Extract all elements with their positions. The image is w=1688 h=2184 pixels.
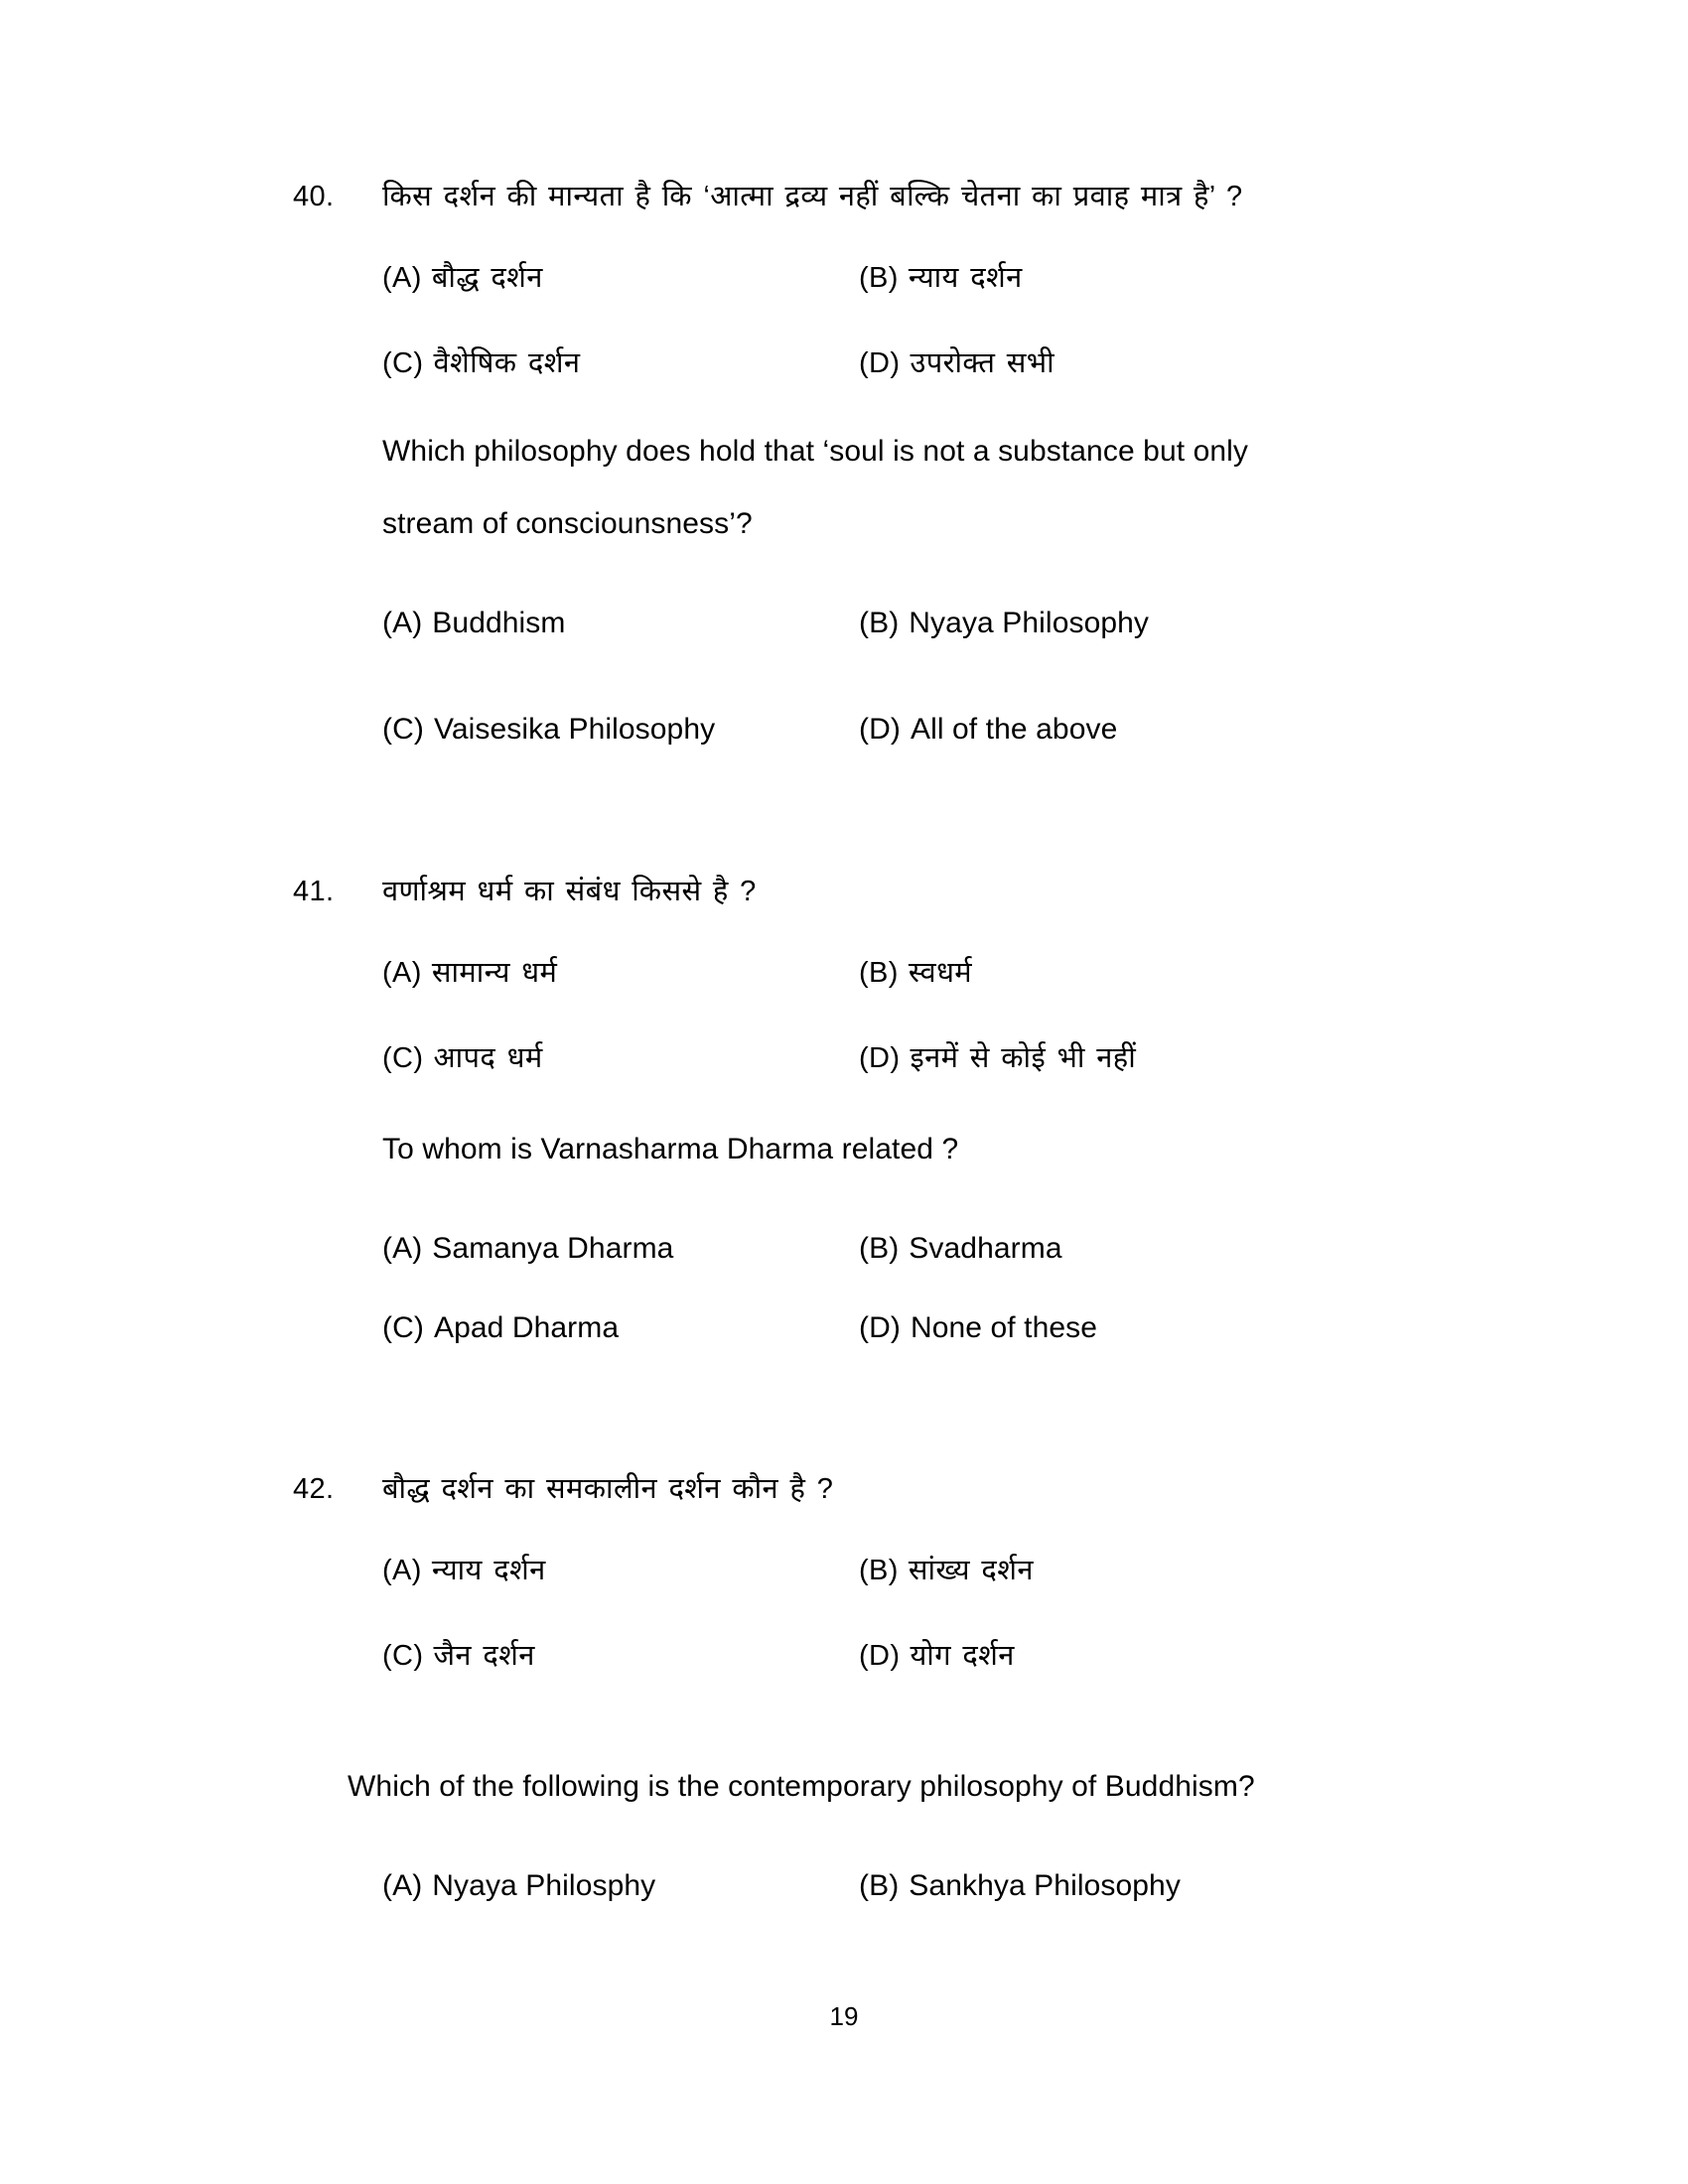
- option-label: (B): [859, 1869, 900, 1902]
- question-41-hindi-option-b[interactable]: [859, 955, 1415, 991]
- question-40-english-options-cd: [382, 710, 1465, 751]
- question-40-english-option-c[interactable]: [382, 710, 859, 751]
- question-40-hindi-option-d[interactable]: [859, 345, 1415, 381]
- question-42-english-option-a[interactable]: [382, 1866, 859, 1907]
- question-block-40: [0, 179, 1484, 746]
- question-42-english-stem-line-1: Which of the following is the contemporary philosophy of Buddhism?: [348, 1770, 1255, 1803]
- question-40-english-option-b[interactable]: [859, 604, 1415, 644]
- question-40-english-stem-line-1: Which philosophy does hold that ‘soul is not a substance but only: [382, 435, 1249, 468]
- question-41-english-options-cd: [382, 1308, 1465, 1349]
- question-40-hindi-options-cd: [382, 345, 1465, 381]
- option-label: (A): [382, 262, 422, 294]
- option-label: (A): [382, 957, 422, 989]
- question-40-english-option-d[interactable]: [859, 710, 1415, 751]
- option-text: Nyaya Philosphy: [432, 1869, 656, 1902]
- page-number: 19: [829, 2001, 859, 2031]
- option-label: (D): [859, 713, 901, 746]
- option-text: Sankhya Philosophy: [909, 1869, 1181, 1902]
- option-label: (A): [382, 1869, 423, 1902]
- option-label: (A): [382, 1555, 422, 1586]
- question-42-hindi-option-a[interactable]: [382, 1553, 859, 1588]
- option-text: उपरोक्त सभी: [910, 347, 1055, 379]
- option-label: (C): [382, 1311, 424, 1344]
- question-42-english-options-ab: [382, 1866, 1465, 1907]
- question-42-hindi-stem: बौद्ध दर्शन का समकालीन दर्शन कौन है ?: [382, 1473, 834, 1505]
- option-text: योग दर्शन: [910, 1640, 1015, 1672]
- option-text: सामान्य धर्म: [431, 957, 558, 989]
- option-label: (B): [859, 262, 899, 294]
- option-text: जैन दर्शन: [433, 1640, 535, 1672]
- question-41-english-option-b[interactable]: [859, 1229, 1415, 1270]
- question-40-hindi-options-ab: [382, 260, 1465, 296]
- question-42-hindi-option-b[interactable]: [859, 1553, 1415, 1588]
- option-text: Apad Dharma: [433, 1311, 620, 1344]
- question-41-english-option-d[interactable]: [859, 1308, 1415, 1349]
- option-text: Samanya Dharma: [432, 1232, 674, 1265]
- question-block-42: [0, 1471, 1484, 1902]
- option-text: All of the above: [910, 713, 1118, 746]
- option-text: Svadharma: [909, 1232, 1062, 1265]
- question-41-english-options-ab: [382, 1229, 1465, 1270]
- question-41-english-option-a[interactable]: [382, 1229, 859, 1270]
- option-label: (D): [859, 1042, 901, 1074]
- question-41-hindi-option-d[interactable]: [859, 1040, 1415, 1076]
- option-label: (B): [859, 957, 899, 989]
- option-text: न्याय दर्शन: [431, 1555, 546, 1586]
- question-40-english-options-ab: [382, 604, 1465, 644]
- question-42-number: 42.: [293, 1473, 335, 1505]
- option-label: (C): [382, 1042, 424, 1074]
- question-40-english-stem-line-2: stream of consciounsness’?: [382, 507, 753, 540]
- option-label: (A): [382, 1232, 423, 1265]
- option-label: (D): [859, 1311, 901, 1344]
- question-40-hindi-option-b[interactable]: [859, 260, 1415, 296]
- option-label: (A): [382, 607, 423, 639]
- question-42-english-option-b[interactable]: [859, 1866, 1415, 1907]
- question-42-hindi-option-d[interactable]: [859, 1638, 1415, 1674]
- question-40-english-option-a[interactable]: [382, 604, 859, 644]
- question-40-hindi-option-a[interactable]: [382, 260, 859, 296]
- question-41-hindi-options-ab: [382, 955, 1465, 991]
- question-42-hindi-options-cd: [382, 1638, 1465, 1674]
- option-text: Buddhism: [432, 607, 566, 639]
- option-text: न्याय दर्शन: [908, 262, 1023, 294]
- option-text: None of these: [910, 1311, 1098, 1344]
- option-label: (C): [382, 1640, 424, 1672]
- option-text: Nyaya Philosophy: [909, 607, 1150, 639]
- question-40-number: 40.: [293, 181, 335, 212]
- question-41-hindi-option-a[interactable]: [382, 955, 859, 991]
- option-text: सांख्य दर्शन: [908, 1555, 1034, 1586]
- option-label: (C): [382, 713, 424, 746]
- question-42-hindi-option-c[interactable]: [382, 1638, 859, 1674]
- question-42-stem-row: [0, 1471, 1484, 1507]
- question-41-hindi-options-cd: [382, 1040, 1465, 1076]
- option-label: (C): [382, 347, 424, 379]
- question-block-41: [0, 874, 1484, 1344]
- option-text: आपद धर्म: [433, 1042, 543, 1074]
- question-40-hindi-option-c[interactable]: [382, 345, 859, 381]
- option-text: इनमें से कोई भी नहीं: [910, 1042, 1137, 1074]
- option-label: (B): [859, 1232, 900, 1265]
- question-41-english-stem-line-1: To whom is Varnasharma Dharma related ?: [382, 1133, 959, 1165]
- option-label: (B): [859, 1555, 899, 1586]
- question-41-number: 41.: [293, 876, 335, 907]
- question-41-hindi-option-c[interactable]: [382, 1040, 859, 1076]
- option-text: वैशेषिक दर्शन: [433, 347, 581, 379]
- question-40-stem-row: [0, 179, 1484, 214]
- option-text: Vaisesika Philosophy: [433, 713, 716, 746]
- question-41-hindi-stem: वर्णाश्रम धर्म का संबंध किससे है ?: [382, 876, 757, 907]
- option-text: बौद्ध दर्शन: [431, 262, 543, 294]
- question-42-hindi-options-ab: [382, 1553, 1465, 1588]
- question-40-hindi-stem: किस दर्शन की मान्यता है कि ‘आत्मा द्रव्य नहीं बल्कि चेतना का प्रवाह मात्र है’ ?: [382, 181, 1243, 212]
- option-label: (B): [859, 607, 900, 639]
- question-41-english-option-c[interactable]: [382, 1308, 859, 1349]
- option-label: (D): [859, 1640, 901, 1672]
- option-label: (D): [859, 347, 901, 379]
- option-text: स्वधर्म: [908, 957, 973, 989]
- question-41-stem-row: [0, 874, 1484, 909]
